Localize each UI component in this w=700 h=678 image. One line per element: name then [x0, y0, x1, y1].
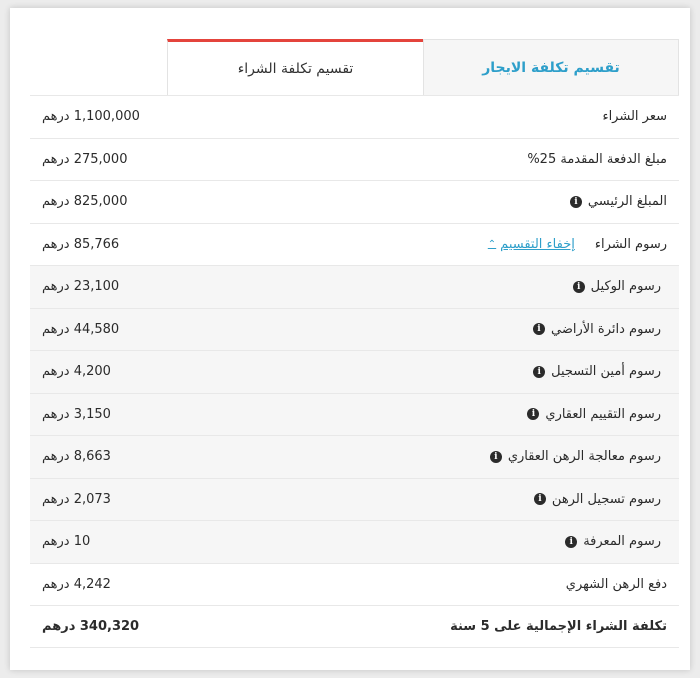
row-label: رسوم معالجة الرهن العقاري [507, 449, 661, 465]
row-label-wrap [490, 449, 661, 464]
info-icon[interactable]: i [565, 536, 577, 548]
row-label: رسوم المعرفة [583, 534, 661, 550]
info-icon[interactable]: i [490, 451, 502, 463]
tabs [167, 39, 679, 95]
row-agent-fee [30, 265, 679, 308]
row-label: رسوم دائرة الأراضي [551, 321, 661, 337]
row-principal [30, 180, 679, 223]
row-label: رسوم الوكيل [590, 279, 661, 295]
cost-breakdown-card [10, 8, 690, 670]
row-value: 1,100,000 درهم [42, 109, 140, 125]
tab-rent-cost[interactable]: تقسيم تكلفة الايجار [423, 39, 679, 95]
row-label: رسوم تسجيل الرهن [551, 491, 661, 507]
row-label: تكلفة الشراء الإجمالية على 5 سنة [450, 618, 667, 634]
row-valuation-fee [30, 393, 679, 436]
row-label-wrap [573, 279, 661, 294]
info-icon[interactable]: i [533, 366, 545, 378]
row-label: مبلغ الدفعة المقدمة 25% [527, 151, 667, 167]
toggle-label: إخفاء التقسيم [500, 236, 575, 252]
row-value: 44,580 درهم [42, 321, 120, 337]
row-value: 3,150 درهم [42, 406, 111, 422]
row-value: 340,320 درهم [42, 618, 140, 634]
info-icon[interactable]: i [570, 196, 582, 208]
tab-buy-cost[interactable]: تقسيم تكلفة الشراء [167, 39, 423, 95]
row-label-wrap [565, 534, 661, 549]
row-total-cost [30, 605, 679, 648]
row-purchase-fees [30, 223, 679, 266]
row-value: 825,000 درهم [42, 194, 128, 210]
row-value: 4,200 درهم [42, 364, 111, 380]
row-value: 2,073 درهم [42, 491, 111, 507]
row-monthly-mortgage [30, 563, 679, 606]
row-value: 85,766 درهم [42, 236, 120, 252]
row-mortgage-registration-fee [30, 478, 679, 521]
row-label-wrap [570, 194, 667, 209]
row-label-wrap [533, 364, 661, 379]
row-label-wrap [534, 492, 661, 507]
row-land-dept-fee [30, 308, 679, 351]
info-icon[interactable]: i [534, 493, 546, 505]
row-value: 23,100 درهم [42, 279, 120, 295]
cost-table [30, 95, 679, 648]
row-down-payment [30, 138, 679, 181]
chevron-up-icon: ⌃ [487, 238, 497, 250]
row-label-wrap [488, 237, 667, 252]
row-label: المبلغ الرئيسي [587, 194, 667, 210]
row-value: 4,242 درهم [42, 576, 111, 592]
row-label: رسوم الشراء [594, 236, 667, 252]
row-value: 275,000 درهم [42, 151, 128, 167]
info-icon[interactable]: i [527, 408, 539, 420]
row-knowledge-fee [30, 520, 679, 563]
row-label-wrap [527, 407, 661, 422]
row-registrar-fee [30, 350, 679, 393]
row-purchase-price [30, 95, 679, 138]
info-icon[interactable]: i [573, 281, 585, 293]
row-label-wrap [533, 322, 661, 337]
hide-breakdown-link[interactable] [488, 237, 575, 252]
row-mortgage-processing-fee [30, 435, 679, 478]
row-label: دفع الرهن الشهري [565, 576, 667, 592]
info-icon[interactable]: i [533, 323, 545, 335]
row-value: 8,663 درهم [42, 449, 111, 465]
row-label: سعر الشراء [602, 109, 667, 125]
row-value: 10 درهم [42, 534, 91, 550]
row-label: رسوم التقييم العقاري [545, 406, 661, 422]
row-label: رسوم أمين التسجيل [551, 364, 661, 380]
